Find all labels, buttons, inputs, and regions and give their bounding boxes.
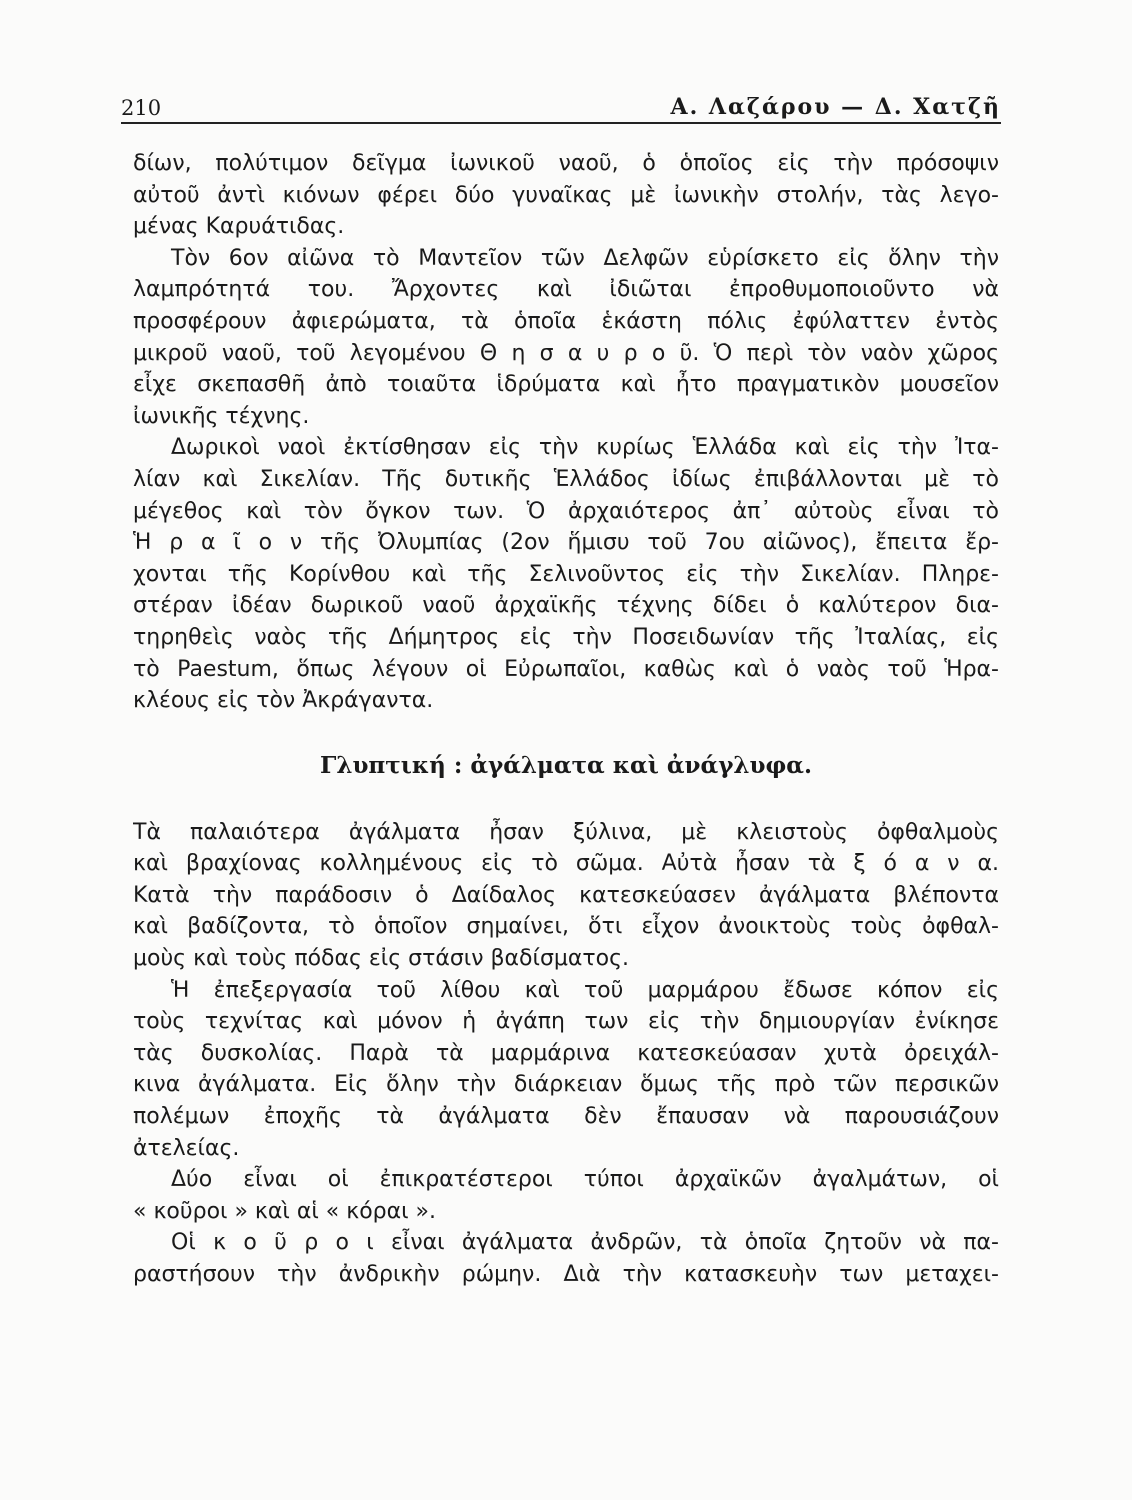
text-line: Δύο εἶναι οἱ ἐπικρατέστεροι τύποι ἀρχαϊκῶν ἀγαλμάτων, οἱ [171, 1167, 999, 1193]
text-line: καὶ βαδίζοντα, τὸ ὁποῖον σημαίνει, ὅτι εἶχον ἀνοικτοὺς τοὺς ὀφθαλ- [133, 914, 999, 940]
paragraph [133, 1227, 999, 1290]
paragraph [133, 243, 999, 433]
section-heading: Γλυπτική : ἀγάλματα καὶ ἀνάγλυφα. [320, 751, 812, 779]
text-line: λίαν καὶ Σικελίαν. Τῆς δυτικῆς Ἑλλάδος ἰδίως ἐπιβάλλονται μὲ τὸ [133, 466, 999, 492]
text-line: λαμπρότητά του. Ἄρχοντες καὶ ἰδιῶται ἐπροθυμοποιοῦντο νὰ [133, 277, 999, 303]
text-line: Ἡ ἐπεξεργασία τοῦ λίθου καὶ τοῦ μαρμάρου ἔδωσε κόπον εἰς [171, 977, 999, 1003]
body-text [133, 148, 999, 1291]
text-line: ἰωνικῆς τέχνης. [133, 403, 310, 429]
text-line: στέραν ἰδέαν δωρικοῦ ναοῦ ἀρχαϊκῆς τέχνης δίδει ὁ καλύτερον δια- [133, 593, 999, 619]
text-line: ἀτελείας. [133, 1135, 240, 1161]
text-line: αὐτοῦ ἀντὶ κιόνων φέρει δύο γυναῖκας μὲ ἰωνικὴν στολήν, τὰς λεγο- [133, 182, 999, 208]
text-line: Οἱ κ ο ῦ ρ ο ι εἶναι ἀγάλματα ἀνδρῶν, τὰ ὁποῖα ζητοῦν νὰ πα- [171, 1230, 999, 1256]
text-line: μένας Καρυάτιδας. [133, 214, 345, 240]
paragraph [133, 1164, 999, 1227]
text-line: μοὺς καὶ τοὺς πόδας εἰς στάσιν βαδίσματος. [133, 946, 630, 972]
paragraph [133, 432, 999, 716]
paragraph [133, 148, 999, 243]
text-line: ραστήσουν τὴν ἀνδρικὴν ρώμην. Διὰ τὴν κατασκευὴν των μεταχει- [133, 1262, 999, 1287]
text-line: « κοῦροι » καὶ αἱ « κόραι ». [133, 1198, 437, 1224]
text-line: τὰς δυσκολίας. Παρὰ τὰ μαρμάρινα κατεσκεύασαν χυτὰ ὀρειχάλ- [133, 1040, 999, 1066]
text-line: δίων, πολύτιμον δεῖγμα ἰωνικοῦ ναοῦ, ὁ ὁποῖος εἰς τὴν πρόσοψιν [133, 151, 999, 176]
text-line: χονται τῆς Κορίνθου καὶ τῆς Σελινοῦντος εἰς τὴν Σικελίαν. Πληρε- [133, 561, 999, 587]
text-line: Τὰ παλαιότερα ἀγάλματα ἦσαν ξύλινα, μὲ κλειστοὺς ὀφθαλμοὺς [133, 819, 999, 845]
text-line: Δωρικοὶ ναοὶ ἐκτίσθησαν εἰς τὴν κυρίως Ἑλλάδα καὶ εἰς τὴν Ἰτα- [171, 435, 999, 461]
text-line: Ἡ ρ α ῖ ο ν τῆς Ὀλυμπίας (2ον ἥμισυ τοῦ 7ου αἰῶνος), ἔπειτα ἔρ- [133, 530, 999, 556]
text-line: τοὺς τεχνίτας καὶ μόνον ἡ ἀγάπη των εἰς τὴν δημιουργίαν ἐνίκησε [133, 1009, 999, 1035]
paragraph [133, 817, 999, 975]
text-line: Τὸν 6ον αἰῶνα τὸ Μαντεῖον τῶν Δελφῶν εὑρίσκετο εἰς ὅλην τὴν [171, 245, 999, 271]
text-line: καὶ βραχίονας κολλημένους εἰς τὸ σῶμα. Αὐτὰ ἦσαν τὰ ξ ό α ν α. [133, 851, 999, 877]
text-line: τὸ Paestum, ὅπως λέγουν οἱ Εὐρωπαῖοι, καθὼς καὶ ὁ ναὸς τοῦ Ἡρα- [133, 656, 999, 682]
text-line: μικροῦ ναοῦ, τοῦ λεγομένου Θ η σ α υ ρ ο ῦ. Ὁ περὶ τὸν ναὸν χῶρος [133, 340, 999, 366]
text-line: κλέους εἰς τὸν Ἀκράγαντα. [133, 688, 434, 714]
page-header [121, 86, 1001, 124]
paragraph [133, 975, 999, 1165]
running-head: Α. Λαζάρου — Δ. Χατζῆ [670, 94, 1001, 120]
text-line: μέγεθος καὶ τὸν ὄγκον των. Ὁ ἀρχαιότερος ἀπ᾽ αὐτοὺς εἶναι τὸ [133, 498, 999, 524]
text-line: εἶχε σκεπασθῆ ἀπὸ τοιαῦτα ἱδρύματα καὶ ἦτο πραγματικὸν μουσεῖον [133, 372, 999, 398]
text-line: τηρηθεὶς ναὸς τῆς Δήμητρος εἰς τὴν Ποσειδωνίαν τῆς Ἰταλίας, εἰς [133, 624, 999, 650]
text-line: Κατὰ τὴν παράδοσιν ὁ Δαίδαλος κατεσκεύασεν ἀγάλματα βλέποντα [133, 882, 999, 908]
text-line: πολέμων ἐποχῆς τὰ ἀγάλματα δὲν ἔπαυσαν νὰ παρουσιάζουν [133, 1104, 999, 1130]
page-number: 210 [121, 96, 162, 120]
text-line: κινα ἀγάλματα. Εἰς ὅλην τὴν διάρκειαν ὅμως τῆς πρὸ τῶν περσικῶν [133, 1072, 999, 1098]
text-line: προσφέρουν ἀφιερώματα, τὰ ὁποῖα ἑκάστη πόλις ἐφύλαττεν ἐντὸς [133, 308, 999, 334]
